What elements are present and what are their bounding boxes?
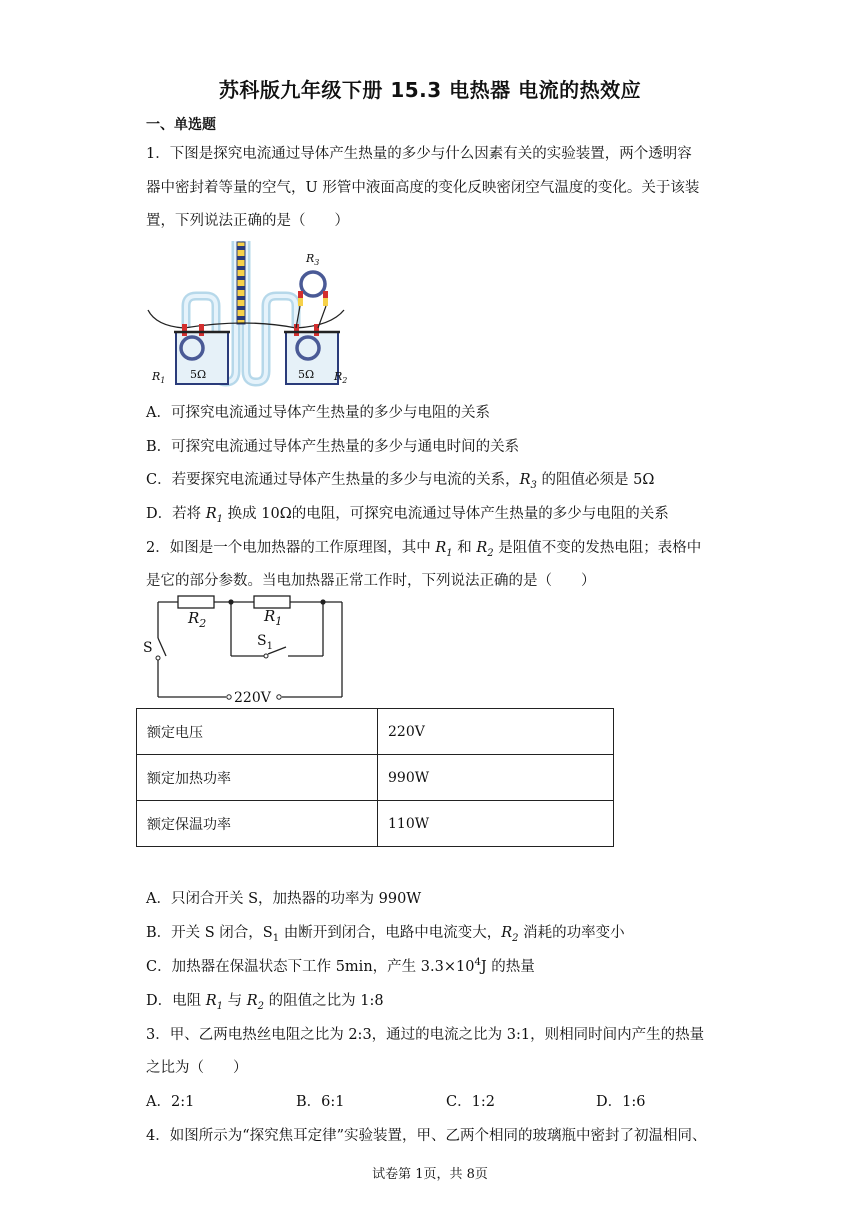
q2-option-c: C．加热器在保温状态下工作 5min，产生 $3.3\times 10^4J$ 的热量 <box>146 957 535 975</box>
q1-option-b: B．可探究电流通过导体产生热量的多少与通电时间的关系 <box>146 439 520 455</box>
svg-text:R1: $R_1$ <box>152 370 166 385</box>
q3-option-a: A．2:1 <box>146 1094 195 1110</box>
joule-apparatus-figure <box>146 236 356 388</box>
q3-option-c: C．1:2 <box>446 1094 495 1110</box>
svg-text:S1: $S_1$ <box>257 633 273 652</box>
q1-option-c: C．若要探究电流通过导体产生热量的多少与电流的关系，$R_3$ 的阻值必须是 5Ω <box>146 472 655 491</box>
svg-text:R2: $R_2$ <box>334 370 348 385</box>
q4-stem-line-1: 4．如图所示为“探究焦耳定律”实验装置，甲、乙两个相同的玻璃瓶中密封了初温相同、 <box>146 1128 707 1144</box>
q1-option-a: A．可探究电流通过导体产生热量的多少与电阻的关系 <box>146 405 490 421</box>
q2-stem-line-1: 2．如图是一个电加热器的工作原理图，其中 $R_1$ 和 $R_2$ 是阻值不变的发热电阻；表格中 <box>146 540 702 559</box>
r3-label: R <box>306 252 315 265</box>
q2-option-d: D．电阻 $R_1$ 与 $R_2$ 的阻值之比为 1:8 <box>146 993 384 1012</box>
left-box-label: 5Ω <box>190 368 207 381</box>
heater-circuit-diagram <box>140 590 350 705</box>
q1-stem-line-1: 1．下图是探究电流通过导体产生热量的多少与什么因素有关的实验装置，两个透明容 <box>146 146 692 162</box>
page-footer: 试卷第 1页，共 8页 <box>372 1167 488 1182</box>
q3-stem-line-1: 3．甲、乙两电热丝电阻之比为 2:3，通过的电流之比为 3:1，则相同时间内产生的热量 <box>146 1027 705 1043</box>
q2-stem-line-2: 是它的部分参数。当电加热器正常工作时，下列说法正确的是（ ） <box>146 573 596 589</box>
q2-option-a: A．只闭合开关 S，加热器的功率为 990W <box>146 891 422 907</box>
circuit-r1-label: R <box>264 607 276 625</box>
q3-option-b: B．6:1 <box>296 1094 345 1110</box>
table-row: 额定加热功率 990W <box>137 755 614 801</box>
section-heading: 一、单选题 <box>146 117 216 133</box>
circuit-r2-label: R <box>188 609 200 627</box>
q2-option-b: B．开关 S 闭合，$S_1$ 由断开到闭合，电路中电流变大，$R_2$ 消耗的功率变小 <box>146 925 625 944</box>
q3-option-d: D．1:6 <box>596 1094 646 1110</box>
svg-text:R3: $R_3$ <box>306 252 320 267</box>
circuit-s-label: S <box>143 640 153 656</box>
table-row: 额定电压 220V <box>137 709 614 755</box>
heater-params-table <box>136 708 614 847</box>
q3-stem-line-2: 之比为（ ） <box>146 1060 248 1076</box>
page-title: 苏科版九年级下册 15.3 电热器 电流的热效应 <box>218 78 642 102</box>
q1-stem-line-3: 置，下列说法正确的是（ ） <box>146 213 349 229</box>
circuit-s1-label: S <box>257 633 267 649</box>
r1-label: R <box>152 370 161 383</box>
right-box-label: 5Ω <box>298 368 315 381</box>
table-row: 额定保温功率 110W <box>137 801 614 847</box>
svg-text:R2: $R_2$ <box>188 609 207 630</box>
q1-stem-line-2: 器中密封着等量的空气，U 形管中液面高度的变化反映密闭空气温度的变化。关于该装 <box>146 180 700 196</box>
r2-label: R <box>334 370 343 383</box>
q1-option-d: D．若将 $R_1$ 换成 10Ω的电阻，可探究电流通过导体产生热量的多少与电阻的关系 <box>146 506 669 525</box>
circuit-voltage-label: 220V <box>234 690 271 705</box>
svg-text:R1: $R_1$ <box>264 607 283 628</box>
